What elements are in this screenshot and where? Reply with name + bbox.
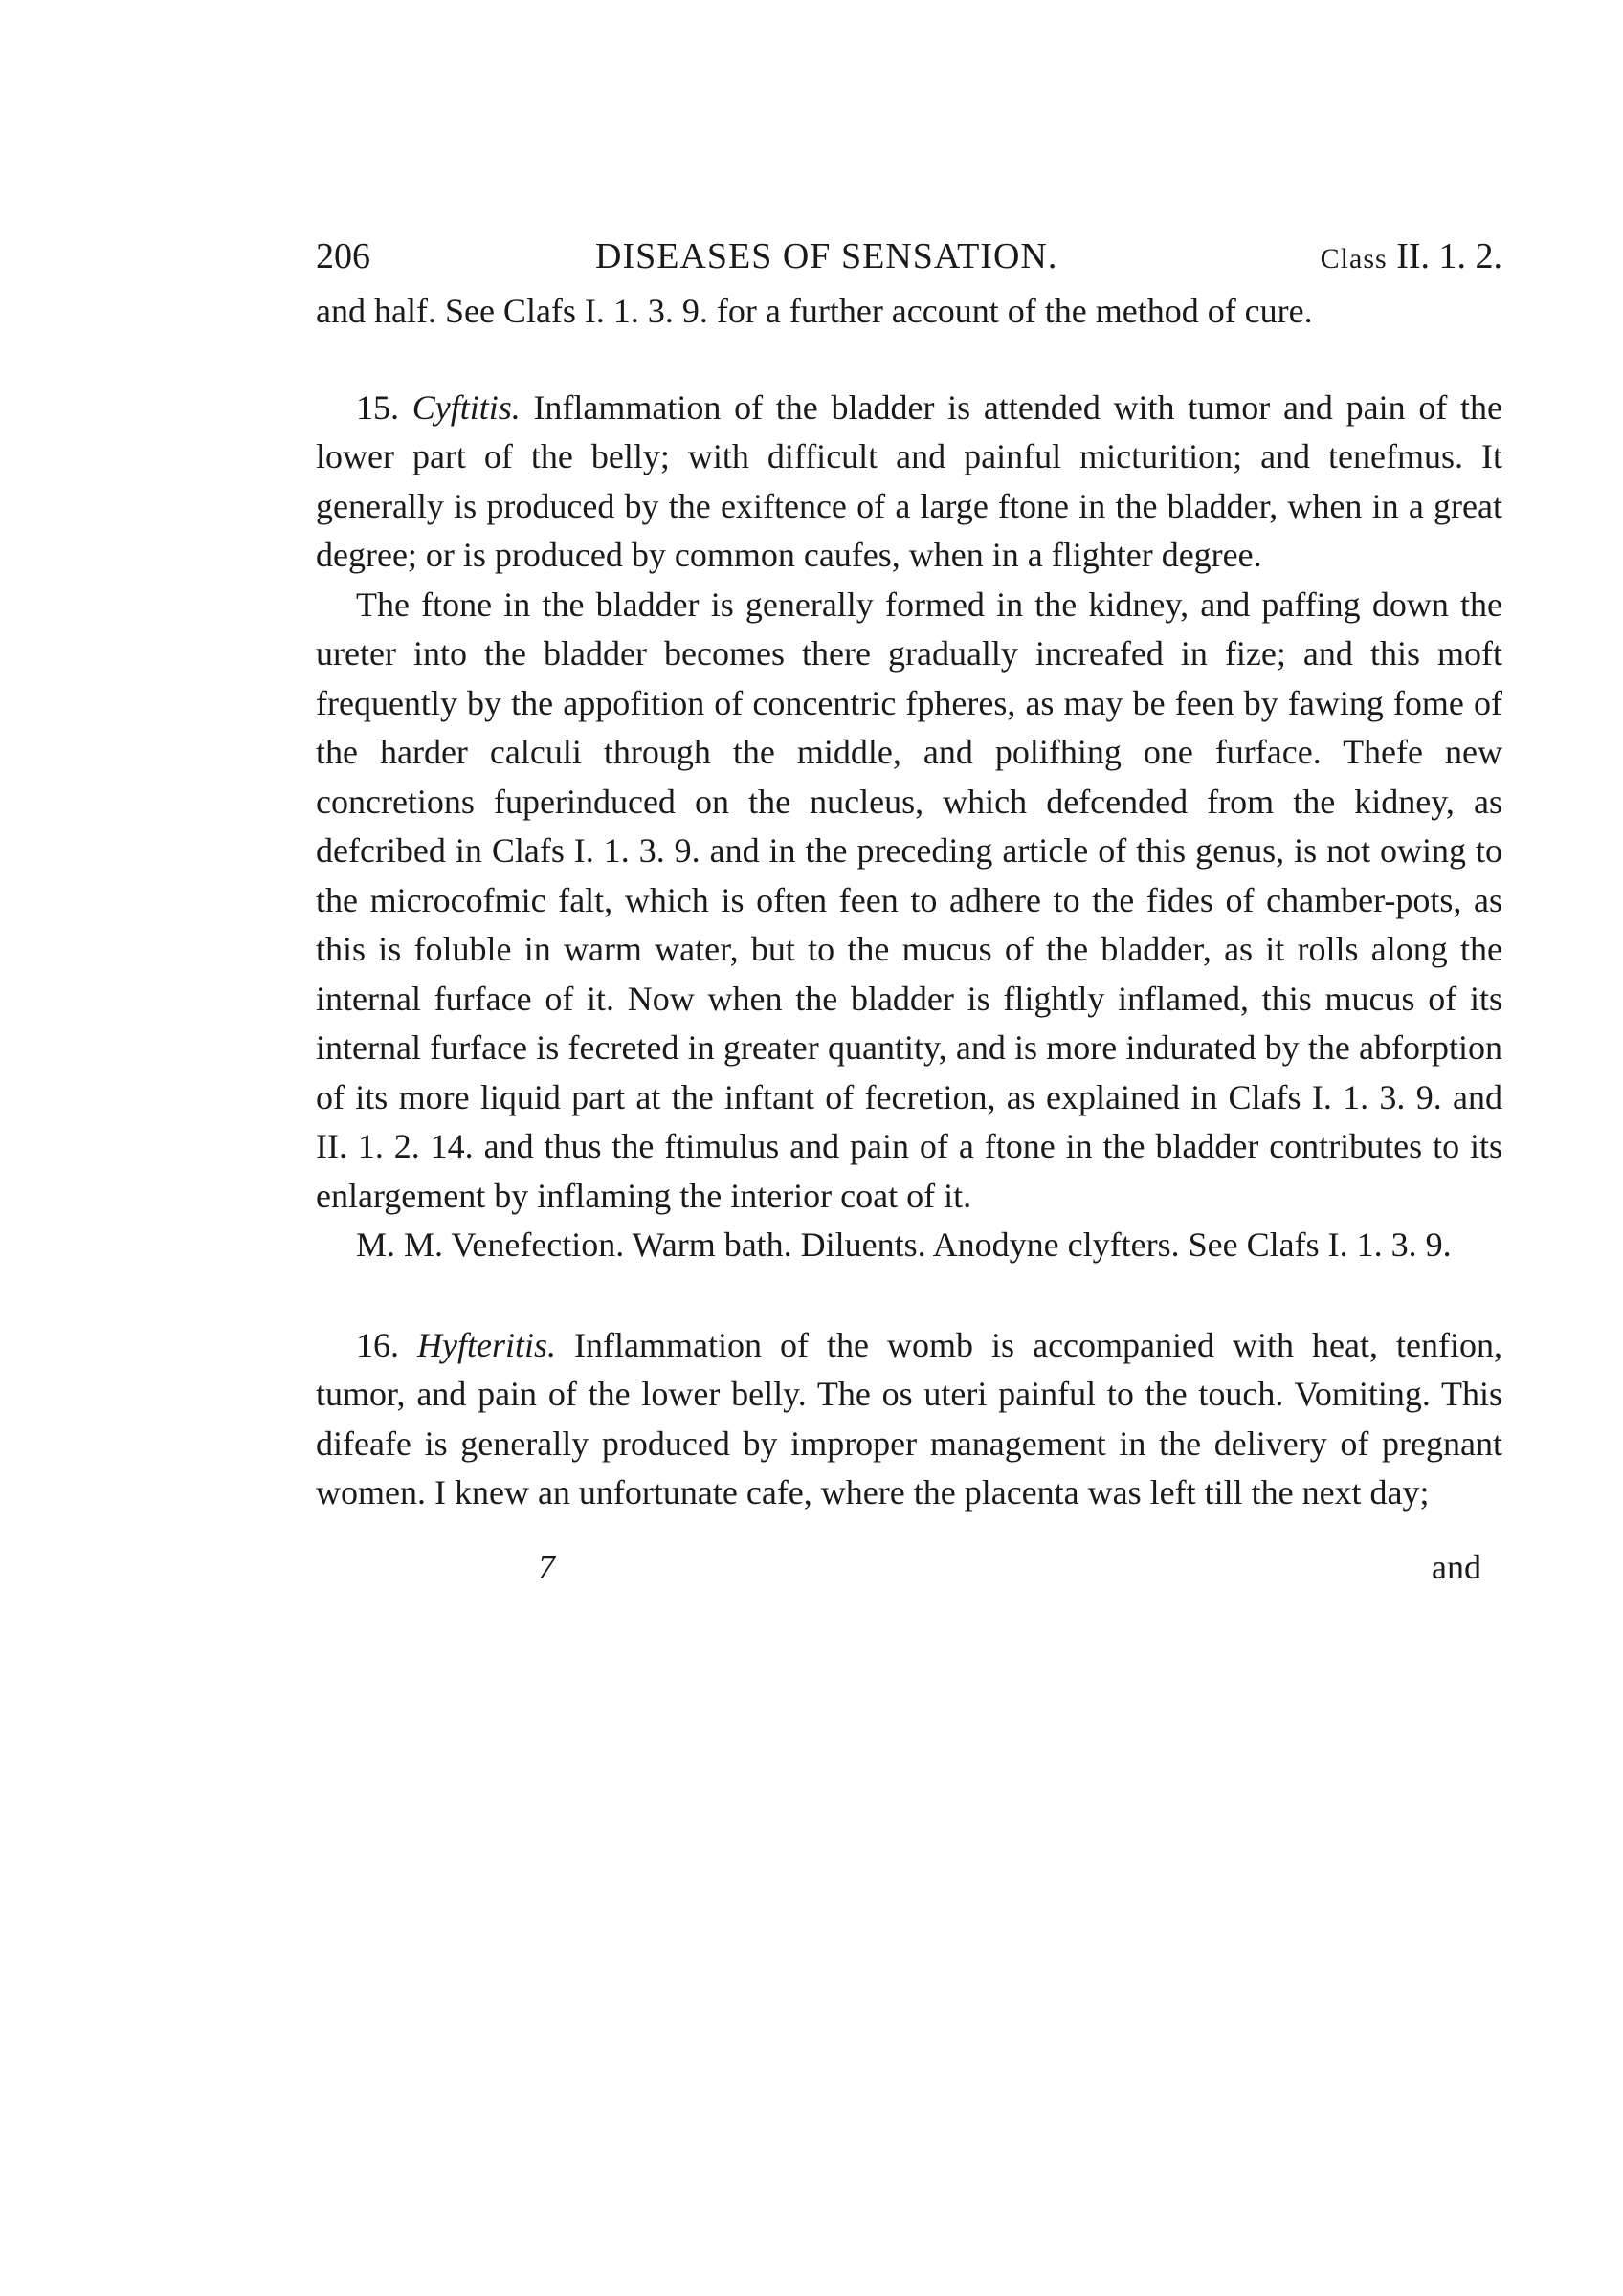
- article-number: 16.: [356, 1325, 399, 1364]
- article-text: Inflammation of the bladder is attended with tumor and pain of the lower part of the belly; with difficult and painful micturition; and tenefmus. It generally is produced by the exiftence of a large ftone in the bladder, when in a great degree; or is produced by common caufes, when in a flighter degree.: [316, 387, 1503, 574]
- paragraph-cystitis: [316, 384, 1502, 581]
- page-footer: [316, 1542, 1502, 1592]
- class-reference: [1321, 228, 1502, 288]
- class-number: II. 1. 2.: [1396, 236, 1502, 276]
- class-label: Class: [1320, 243, 1388, 275]
- continuation-paragraph: and half. See Clafs I. 1. 3. 9. for a further account of the method of cure.: [316, 292, 1313, 330]
- running-title: DISEASES OF SENSATION.: [595, 236, 1058, 276]
- catchword: and: [1432, 1548, 1481, 1586]
- running-header: [316, 228, 1502, 285]
- signature-mark: 7: [538, 1548, 555, 1586]
- article-text: Inflammation of the womb is accompanied with heat, tenfion, tumor, and pain of the lower belly. The os uteri painful to the touch. Vomiting. This difeafe is generally produced by improper management in the delivery of pregnant women. I knew an unfortunate cafe, where the placenta was left till the next day;: [316, 1325, 1502, 1512]
- paragraph-hysteritis: [316, 1321, 1502, 1518]
- paragraph-method-of-cure: M. M. Venefection. Warm bath. Diluents. Anodyne clyfters. See Clafs I. 1. 3. 9.: [356, 1225, 1452, 1264]
- page-number: 206: [316, 236, 370, 276]
- body-text: [316, 287, 1502, 1518]
- article-number: 15.: [356, 387, 399, 427]
- article-term: Cyftitis.: [411, 387, 521, 427]
- article-term: Hyfteritis.: [417, 1325, 557, 1364]
- paragraph-stone: The ftone in the bladder is generally formed in the kidney, and paffing down the ureter into the bladder becomes there gradually increafed in fize; and this moft frequently by the appofition of concentric fpheres, as may be feen by fawing fome of the harder calculi through the middle, and polifhing one furface. Thefe new concretions fuperinduced on the nucleus, which defcended from the kidney, as defcribed in Clafs I. 1. 3. 9. and in the preceding article of this genus, is not owing to the microcofmic falt, which is often feen to adhere to the fides of chamber-pots, as this is foluble in warm water, but to the mucus of the bladder, as it rolls along the internal furface of it. Now when the bladder is flightly inflamed, this mucus of its internal furface is fecreted in greater quantity, and is more indurated by the abforption of its more liquid part at the inftant of fecretion, as explained in Clafs I. 1. 3. 9. and II. 1. 2. 14. and thus the ftimulus and pain of a ftone in the bladder contributes to its enlargement by inflaming the interior coat of it.: [316, 585, 1502, 1215]
